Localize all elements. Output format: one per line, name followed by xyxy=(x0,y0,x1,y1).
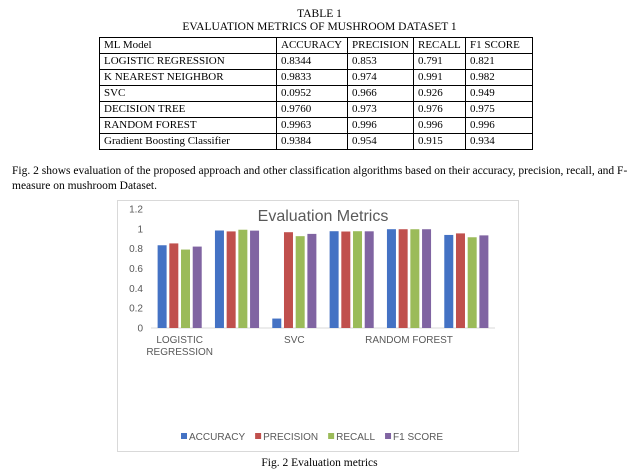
header-f1-score: F1 SCORE xyxy=(466,38,533,54)
bar-accuracy xyxy=(215,230,224,328)
y-tick-label: 0 xyxy=(137,323,143,335)
bar-f1-score xyxy=(250,231,259,328)
table-cell: 0.9833 xyxy=(277,70,348,86)
x-tick-label: REGRESSION xyxy=(146,347,214,358)
legend-swatch xyxy=(328,433,334,439)
table-cell: 0.915 xyxy=(414,134,466,150)
legend-swatch xyxy=(255,433,261,439)
x-axis xyxy=(146,335,453,358)
y-tick-label: 0.2 xyxy=(129,303,143,315)
table-row xyxy=(100,86,533,102)
bar-f1-score xyxy=(193,247,202,328)
table-cell: Gradient Boosting Classifier xyxy=(100,134,277,150)
bar-f1-score xyxy=(307,234,316,328)
table-cell: 0.976 xyxy=(414,102,466,118)
table-cell: 0.996 xyxy=(414,118,466,134)
table-title: EVALUATION METRICS OF MUSHROOM DATASET 1 xyxy=(182,21,457,33)
bar-precision xyxy=(456,233,465,328)
table-cell: 0.949 xyxy=(466,86,533,102)
table-cell: 0.996 xyxy=(348,118,414,134)
bar-recall xyxy=(238,230,247,328)
legend-label: ACCURACY xyxy=(189,432,246,443)
y-tick-label: 1.2 xyxy=(129,204,143,216)
y-tick-label: 0.8 xyxy=(129,244,143,256)
y-tick-label: 1 xyxy=(137,224,143,236)
bar-f1-score xyxy=(422,229,431,328)
table-cell: 0.996 xyxy=(466,118,533,134)
figure-caption: Fig. 2 Evaluation metrics xyxy=(261,457,378,469)
bar-recall xyxy=(468,237,477,328)
bars-group xyxy=(158,229,489,328)
legend-swatch xyxy=(181,433,187,439)
y-tick-label: 0.6 xyxy=(129,264,143,275)
y-tick-label: 0.4 xyxy=(129,283,143,295)
chart-canvas xyxy=(118,201,518,451)
bar-recall xyxy=(410,229,419,328)
legend-swatch xyxy=(385,433,391,439)
header-precision: PRECISION xyxy=(348,38,414,54)
body-paragraph: Fig. 2 shows evaluation of the proposed approach and other classification algorithms based on their accuracy, precision, recall, and F-measure on mushroom Dataset. xyxy=(12,165,628,192)
table-header-row xyxy=(100,38,533,54)
table-cell: 0.9384 xyxy=(277,134,348,150)
bar-precision xyxy=(284,232,293,328)
table-row xyxy=(100,102,533,118)
table-cell: 0.991 xyxy=(414,70,466,86)
table-row xyxy=(100,54,533,70)
bar-precision xyxy=(227,231,236,328)
table-cell: DECISION TREE xyxy=(100,102,277,118)
bar-precision xyxy=(169,243,178,328)
table-cell: SVC xyxy=(100,86,277,102)
table-cell: 0.934 xyxy=(466,134,533,150)
table-cell: LOGISTIC REGRESSION xyxy=(100,54,277,70)
table-row xyxy=(100,70,533,86)
bar-f1-score xyxy=(365,231,374,328)
bar-accuracy xyxy=(330,231,339,328)
legend-label: RECALL xyxy=(336,432,376,443)
bar-accuracy xyxy=(272,319,281,328)
table-number: TABLE 1 xyxy=(297,8,342,20)
header-recall: RECALL xyxy=(414,38,466,54)
legend xyxy=(181,432,443,443)
table-cell: K NEAREST NEIGHBOR xyxy=(100,70,277,86)
table-cell: 0.982 xyxy=(466,70,533,86)
x-tick-label: SVC xyxy=(284,335,305,346)
bar-accuracy xyxy=(387,229,396,328)
bar-accuracy xyxy=(158,245,167,328)
table-cell: 0.9963 xyxy=(277,118,348,134)
table-cell: 0.0952 xyxy=(277,86,348,102)
x-tick-label: LOGISTIC xyxy=(156,335,204,346)
table-row xyxy=(100,118,533,134)
table-cell: 0.821 xyxy=(466,54,533,70)
table-cell: 0.973 xyxy=(348,102,414,118)
bar-recall xyxy=(296,236,305,328)
legend-label: PRECISION xyxy=(263,432,319,443)
table-cell: 0.9760 xyxy=(277,102,348,118)
chart-title: Evaluation Metrics xyxy=(257,208,389,225)
bar-precision xyxy=(399,229,408,328)
bar-accuracy xyxy=(444,235,453,328)
table-cell: 0.791 xyxy=(414,54,466,70)
table-cell: 0.975 xyxy=(466,102,533,118)
bar-precision xyxy=(341,232,350,328)
table-cell: 0.926 xyxy=(414,86,466,102)
evaluation-chart xyxy=(117,200,519,452)
header-accuracy: ACCURACY xyxy=(277,38,348,54)
bar-recall xyxy=(181,250,190,328)
table-cell: RANDOM FOREST xyxy=(100,118,277,134)
legend-label: F1 SCORE xyxy=(393,432,444,443)
x-tick-label: RANDOM FOREST xyxy=(365,335,453,346)
table-cell: 0.974 xyxy=(348,70,414,86)
bar-f1-score xyxy=(479,235,488,328)
header-ml-model: ML Model xyxy=(100,38,277,54)
table-cell: 0.966 xyxy=(348,86,414,102)
table-cell: 0.853 xyxy=(348,54,414,70)
table-row xyxy=(100,134,533,150)
table-cell: 0.8344 xyxy=(277,54,348,70)
table-cell: 0.954 xyxy=(348,134,414,150)
metrics-table xyxy=(99,37,533,150)
bar-recall xyxy=(353,231,362,328)
